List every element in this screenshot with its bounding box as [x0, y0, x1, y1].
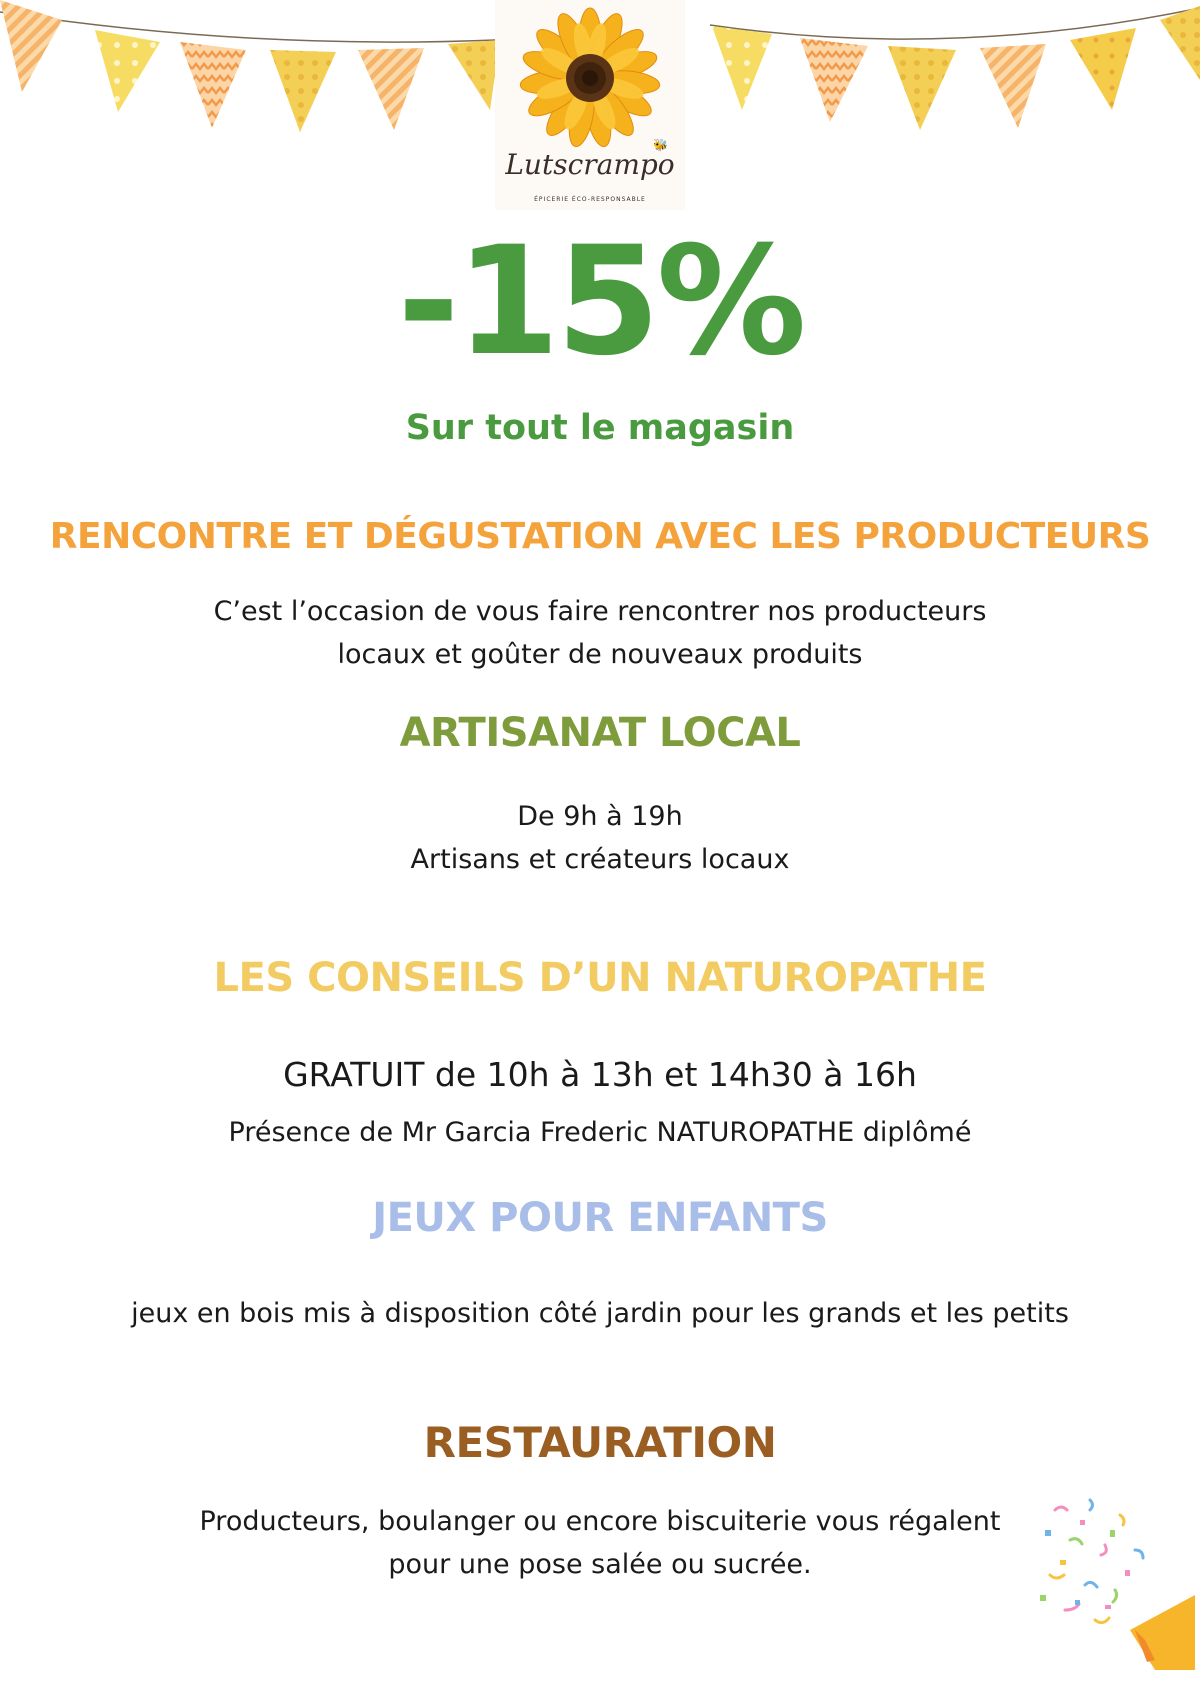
heading-conseils: LES CONSEILS D’UN NATUROPATHE	[213, 955, 987, 1001]
heading-artisanat: ARTISANAT LOCAL	[399, 710, 801, 756]
discount-value: -15%	[397, 215, 803, 389]
text-conseils-schedule: GRATUIT de 10h à 13h et 14h30 à 16h	[283, 1055, 917, 1094]
store-logo	[495, 0, 685, 210]
heading-jeux: JEUX POUR ENFANTS	[372, 1195, 828, 1241]
text-artisanat-desc: Artisans et créateurs locaux	[410, 844, 790, 875]
text-artisanat-hours: De 9h à 19h	[517, 801, 683, 832]
sunflower-icon	[495, 0, 685, 150]
logo-tagline: ÉPICERIE ÉCO-RESPONSABLE	[534, 196, 646, 203]
text-conseils-presence: Présence de Mr Garcia Frederic NATUROPATHE diplômé	[228, 1117, 972, 1148]
text-rencontre-line2: locaux et goûter de nouveaux produits	[337, 639, 863, 670]
bee-icon: 🐝	[653, 138, 668, 152]
text-restauration	[0, 1500, 1200, 1586]
text-rencontre	[0, 590, 1200, 676]
discount-subtitle: Sur tout le magasin	[405, 408, 795, 448]
text-artisanat	[0, 795, 1200, 881]
heading-rencontre: RENCONTRE ET DÉGUSTATION AVEC LES PRODUCTEURS	[49, 516, 1151, 557]
confetti-popper-icon	[1035, 1490, 1195, 1670]
text-rencontre-line1: C’est l’occasion de vous faire rencontrer nos producteurs	[213, 596, 987, 627]
logo-name: Lutscrampo	[505, 148, 675, 181]
heading-restauration: RESTAURATION	[423, 1418, 777, 1467]
text-restauration-line1: Producteurs, boulanger ou encore biscuiterie vous régalent	[199, 1506, 1001, 1537]
text-jeux: jeux en bois mis à disposition côté jardin pour les grands et les petits	[131, 1298, 1069, 1329]
text-restauration-line2: pour une pose salée ou sucrée.	[388, 1549, 812, 1580]
